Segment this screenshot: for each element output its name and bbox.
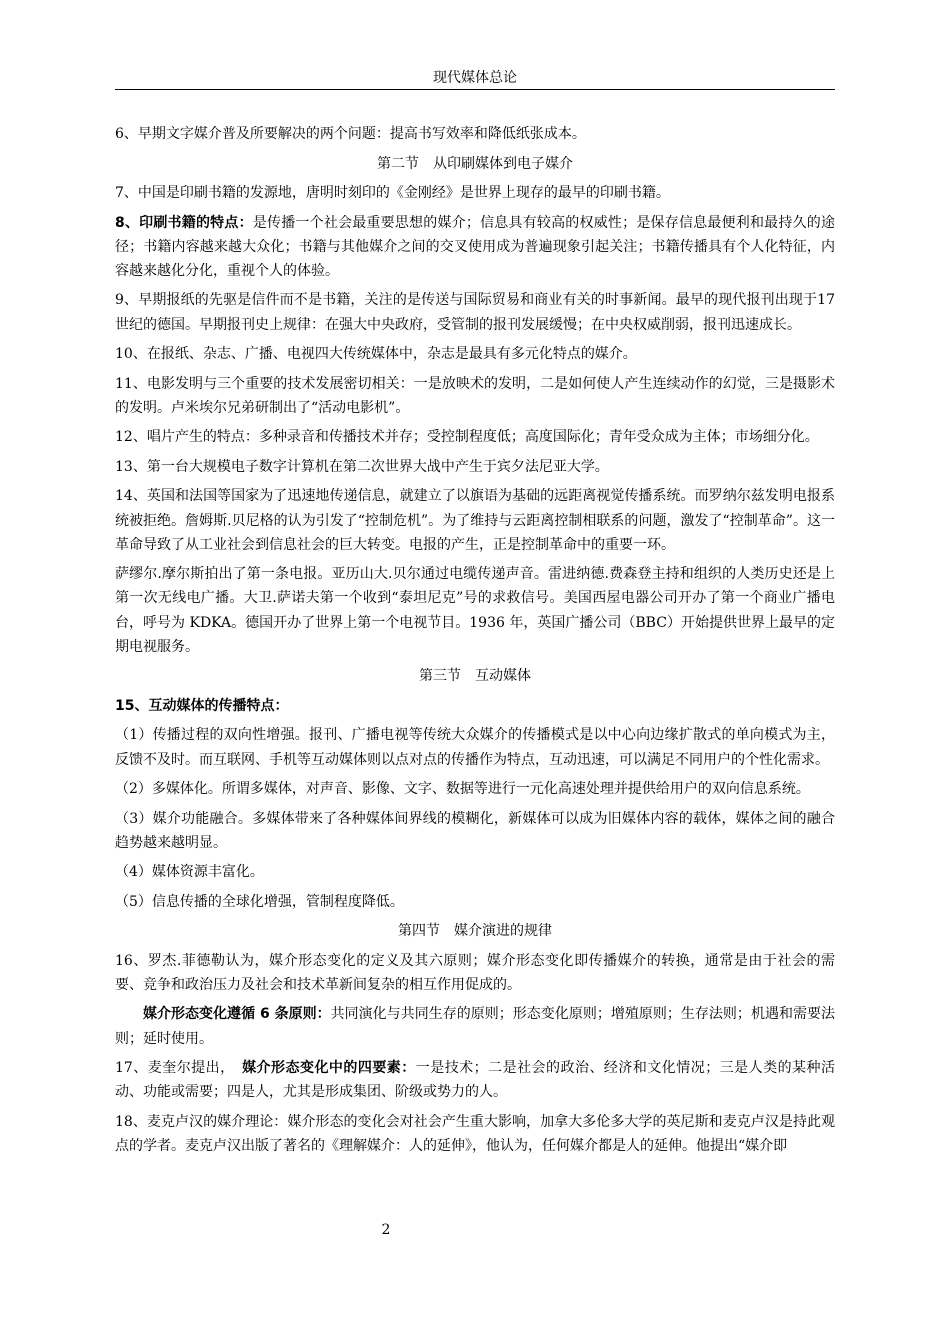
paragraph-18: 18、麦克卢汉的媒介理论：媒介形态的变化会对社会产生重大影响，加拿大多伦多大学的英尼斯和麦克卢汉是持此观点的学者。麦克卢汉出版了著名的《理解媒介：人的延伸》，他认为，任何媒介都是人的延伸。他提出“媒介即	[115, 1113, 835, 1155]
paragraph-17-text: 一是技术；二是社会的政治、经济和文化情况；三是人类的某种活动、功能或需要；四是人，尤其是形成集团、阶级或势力的人。	[115, 1060, 836, 1101]
section-heading-2: 第二节 从印刷媒体到电子媒介	[377, 155, 573, 172]
paragraph-16b-lead: 媒介形态变化遵循 6 条原则：	[143, 1006, 331, 1023]
section-heading-4: 第四节 媒介演进的规律	[398, 923, 552, 940]
page-header-title: 现代媒体总论	[433, 70, 517, 86]
paragraph-12: 12、唱片产生的特点：多种录音和传播技术并存；受控制程度低；高度国际化；青年受众成为主体；市场细分化。	[115, 429, 819, 446]
paragraph-17-lead: 媒介形态变化中的四要素：	[242, 1060, 416, 1077]
paragraph-9: 9、早期报纸的先驱是信件而不是书籍，关注的是传送与国际贸易和商业有关的时事新闻。最早的现代报刊出现于17世纪的德国。早期报刊史上规律：在强大中央政府，受管制的报刊发展缓慢；在中央权威削弱，报刊迅速成长。	[115, 292, 835, 333]
paragraph-15-item-3: （3）媒介功能融合。多媒体带来了各种媒体间界线的模糊化，新媒体可以成为旧媒体内容的载体，媒体之间的融合趋势越来越明显。	[115, 810, 835, 851]
paragraph-14b: 萨缪尔.摩尔斯拍出了第一条电报。亚历山大.贝尔通过电缆传递声音。雷进纳德.费森登主持和组织的人类历史还是上第一次无线电广播。大卫.萨诺夫第一个收到“泰坦尼克”号的求救信号。美国西屋电器公司开办了第一个商业广播电台，呼号为 KDKA。德国开办了世界上第一个电视节目。1936 年，英国广播公司（BBC）开始提供世界上最早的定期电视服务。	[115, 566, 835, 655]
paragraph-10: 10、在报纸、杂志、广播、电视四大传统媒体中，杂志是最具有多元化特点的媒介。	[115, 346, 637, 363]
paragraph-7: 7、中国是印刷书籍的发源地，唐明时刻印的《金刚经》是世界上现存的最早的印刷书籍。	[115, 185, 670, 201]
paragraph-13: 13、第一台大规模电子数字计算机在第二次世界大战中产生于宾夕法尼亚大学。	[115, 458, 609, 475]
paragraph-17	[115, 1056, 835, 1104]
paragraph-8	[115, 211, 835, 284]
section-heading-3: 第三节 互动媒体	[419, 668, 531, 685]
paragraph-15-item-2: （2）多媒体化。所谓多媒体，对声音、影像、文字、数据等进行一元化高速处理并提供给用户的双向信息系统。	[115, 781, 810, 798]
paragraph-16b	[115, 1002, 835, 1050]
paragraph-8-text: 是传播一个社会最重要思想的媒介；信息具有较高的权威性；是保存信息最便利和最持久的途径；书籍内容越来越大众化；书籍与其他媒介之间的交叉使用成为普遍现象引起关注；书籍传播具有个人化特征，内容越来越化分化，重视个人的体验。	[115, 214, 835, 279]
paragraph-6: 6、早期文字媒介普及所要解决的两个问题：提高书写效率和降低纸张成本。	[115, 126, 586, 142]
document-body	[115, 122, 835, 1164]
paragraph-15-item-5: （5）信息传播的全球化增强，管制程度降低。	[115, 893, 404, 910]
paragraph-8-lead: 8、印刷书籍的特点：	[115, 214, 253, 231]
paragraph-14: 14、英国和法国等国家为了迅速地传递信息，就建立了以旗语为基础的远距离视觉传播系统。而罗纳尔兹发明电报系统被拒绝。詹姆斯.贝尼格的认为引发了“控制危机”。为了维持与云距离控制相联系的问题，激发了“控制革命”。这一革命导致了从工业社会到信息社会的巨大转变。电报的产生，正是控制革命中的重要一环。	[115, 488, 835, 553]
paragraph-16: 16、罗杰.菲德勒认为，媒介形态变化的定义及其六原则；媒介形态变化即传播媒介的转换，通常是由于社会的需要、竞争和政治压力及社会和技术革新间复杂的相互作用促成的。	[115, 952, 835, 993]
paragraph-16b-text: 共同演化与共同生存的原则；形态变化原则；增殖原则；生存法则；机遇和需要法则；延时使用。	[115, 1006, 835, 1047]
paragraph-17-pre: 17、麦奎尔提出，	[115, 1060, 243, 1077]
header-rule	[115, 89, 835, 90]
paragraph-15-item-1: （1）传播过程的双向性增强。报刊、广播电视等传统大众媒介的传播模式是以中心向边缘扩散式的单向模式为主，反馈不及时。而互联网、手机等互动媒体则以点对点的传播作为特点，互动迅速，可以满足不同用户的个性化需求。	[115, 727, 835, 768]
paragraph-15-item-4: （4）媒体资源丰富化。	[115, 864, 264, 881]
paragraph-11: 11、电影发明与三个重要的技术发展密切相关：一是放映术的发明，二是如何使人产生连续动作的幻觉，三是摄影术的发明。卢米埃尔兄弟研制出了“活动电影机”。	[115, 375, 835, 416]
page-number: 2	[381, 1222, 391, 1238]
paragraph-15-heading: 15、互动媒体的传播特点：	[115, 697, 289, 714]
